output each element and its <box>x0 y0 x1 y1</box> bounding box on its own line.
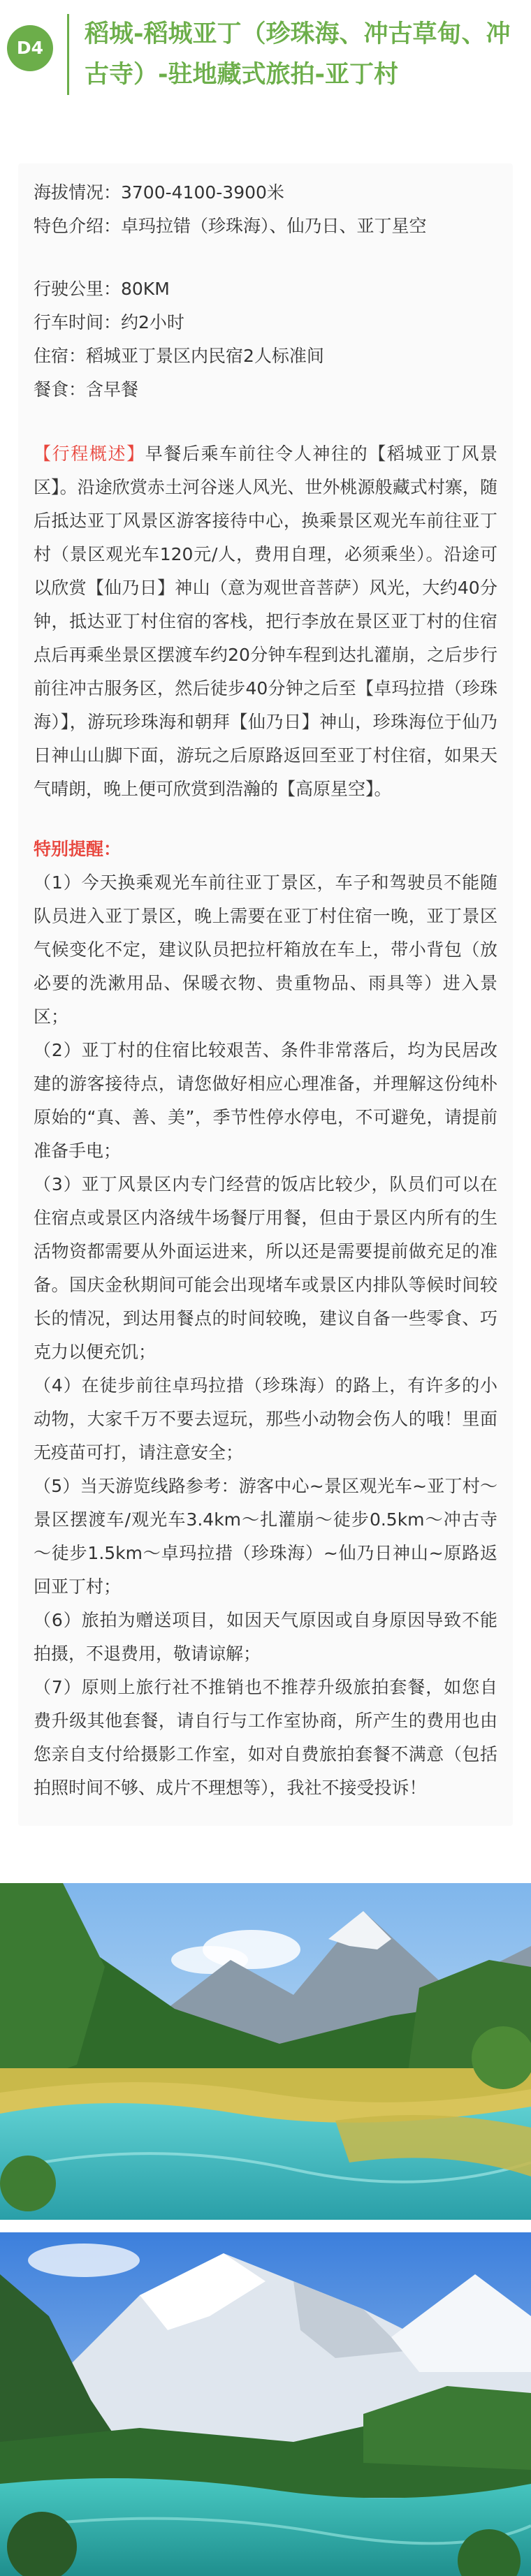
meals-info: 餐食：含早餐 <box>34 379 139 400</box>
distance-info: 行驶公里：80KM <box>34 279 170 299</box>
overview-lead: 【行程概述】 <box>34 444 145 464</box>
notice-item: （3）亚丁风景区内专门经营的饭店比较少，队员们可以在住宿点或景区内洛绒牛场餐厅用餐，但由于景区内所有的生活物资都需要从外面运进来，所以还是需要提前做充足的准备。国庆金秋期间可能会出现堵车或景区内排队等候时间较长的情况，到达用餐点的时间较晚，建议自备一些零食、巧克力以便充饥； <box>34 1174 497 1362</box>
info-block <box>18 163 513 407</box>
notice-item: （1）今天换乘观光车前往亚丁景区，车子和驾驶员不能随队员进入亚丁景区，晚上需要在亚丁村住宿一晚，亚丁景区气候变化不定，建议队员把拉杆箱放在车上，带小背包（放必要的洗漱用品、保暖衣物、贵重物品、雨具等）进入景区； <box>34 872 497 1027</box>
snow-mountain-illustration <box>0 2232 531 2576</box>
day-title: 稻城-稻城亚丁（珍珠海、冲古草甸、冲古寺）-驻地藏式旅拍-亚丁村 <box>67 14 521 95</box>
notice-list <box>18 866 513 1826</box>
spacer <box>34 243 497 272</box>
itinerary-card <box>18 163 513 1826</box>
drive-time-info: 行车时间：约2小时 <box>34 312 184 332</box>
highlights-info: 特色介绍：卓玛拉错（珍珠海）、仙乃日、亚丁星空 <box>34 216 427 236</box>
itinerary-overview <box>18 407 513 806</box>
notice-item: （4）在徒步前往卓玛拉措（珍珠海）的路上，有许多的小动物，大家千万不要去逗玩，那些小动物会伤人的哦！里面无疫苗可打，请注意安全； <box>34 1375 497 1463</box>
notice-item: （5）当天游览线路参考：游客中心~景区观光车~亚丁村～景区摆渡车/观光车3.4km～扎灌崩～徒步0.5km～冲古寺～徒步1.5km～卓玛拉措（珍珠海）~仙乃日神山~原路返回亚丁村； <box>34 1476 497 1597</box>
lodging-info: 住宿：稻城亚丁景区内民宿2人标准间 <box>34 346 324 366</box>
pearl-lake-photo <box>0 1883 531 2220</box>
notice-item: （2）亚丁村的住宿比较艰苦、条件非常落后，均为民居改建的游客接待点，请您做好相应心理准备，并理解这份纯朴原始的“真、善、美”，季节性停水停电，不可避免，请提前准备手电； <box>34 1040 497 1161</box>
altitude-info: 海拔情况：3700-4100-3900米 <box>34 182 284 203</box>
overview-text: 早餐后乘车前往令人神往的【稻城亚丁风景区】。沿途欣赏赤土河谷迷人风光、世外桃源般藏式村寨，随后抵达亚丁风景区游客接待中心，换乘景区观光车前往亚丁村（景区观光车120元/人，费用自理，必须乘坐）。沿途可以欣赏【仙乃日】神山（意为观世音菩萨）风光，大约40分钟，抵达亚丁村住宿的客栈，把行李放在景区亚丁村的住宿点后再乘坐景区摆渡车约20分钟车程到达扎灌崩，之后步行前往冲古服务区，然后徒步40分钟之后至【卓玛拉措（珍珠海）】，游玩珍珠海和朝拜【仙乃日】神山，珍珠海位于仙乃日神山山脚下面，游玩之后原路返回至亚丁村住宿，如果天气晴朗，晚上便可欣赏到浩瀚的【高原星空】。 <box>34 444 497 799</box>
notice-title: 特别提醒： <box>34 839 122 859</box>
notice-item: （7）原则上旅行社不推销也不推荐升级旅拍套餐，如您自费升级其他套餐，请自行与工作室协商，所产生的费用也由您亲自支付给摄影工作室，如对自费旅拍套餐不满意（包括拍照时间不够、成片不理想等），我社不接受投诉！ <box>34 1677 497 1798</box>
pearl-lake-illustration <box>0 1883 531 2220</box>
day-badge: D4 <box>7 25 53 71</box>
snow-mountain-photo <box>0 2232 531 2576</box>
day-header <box>0 0 531 152</box>
notice-item: （6）旅拍为赠送项目，如因天气原因或自身原因导致不能拍摄，不退费用，敬请谅解； <box>34 1610 497 1664</box>
